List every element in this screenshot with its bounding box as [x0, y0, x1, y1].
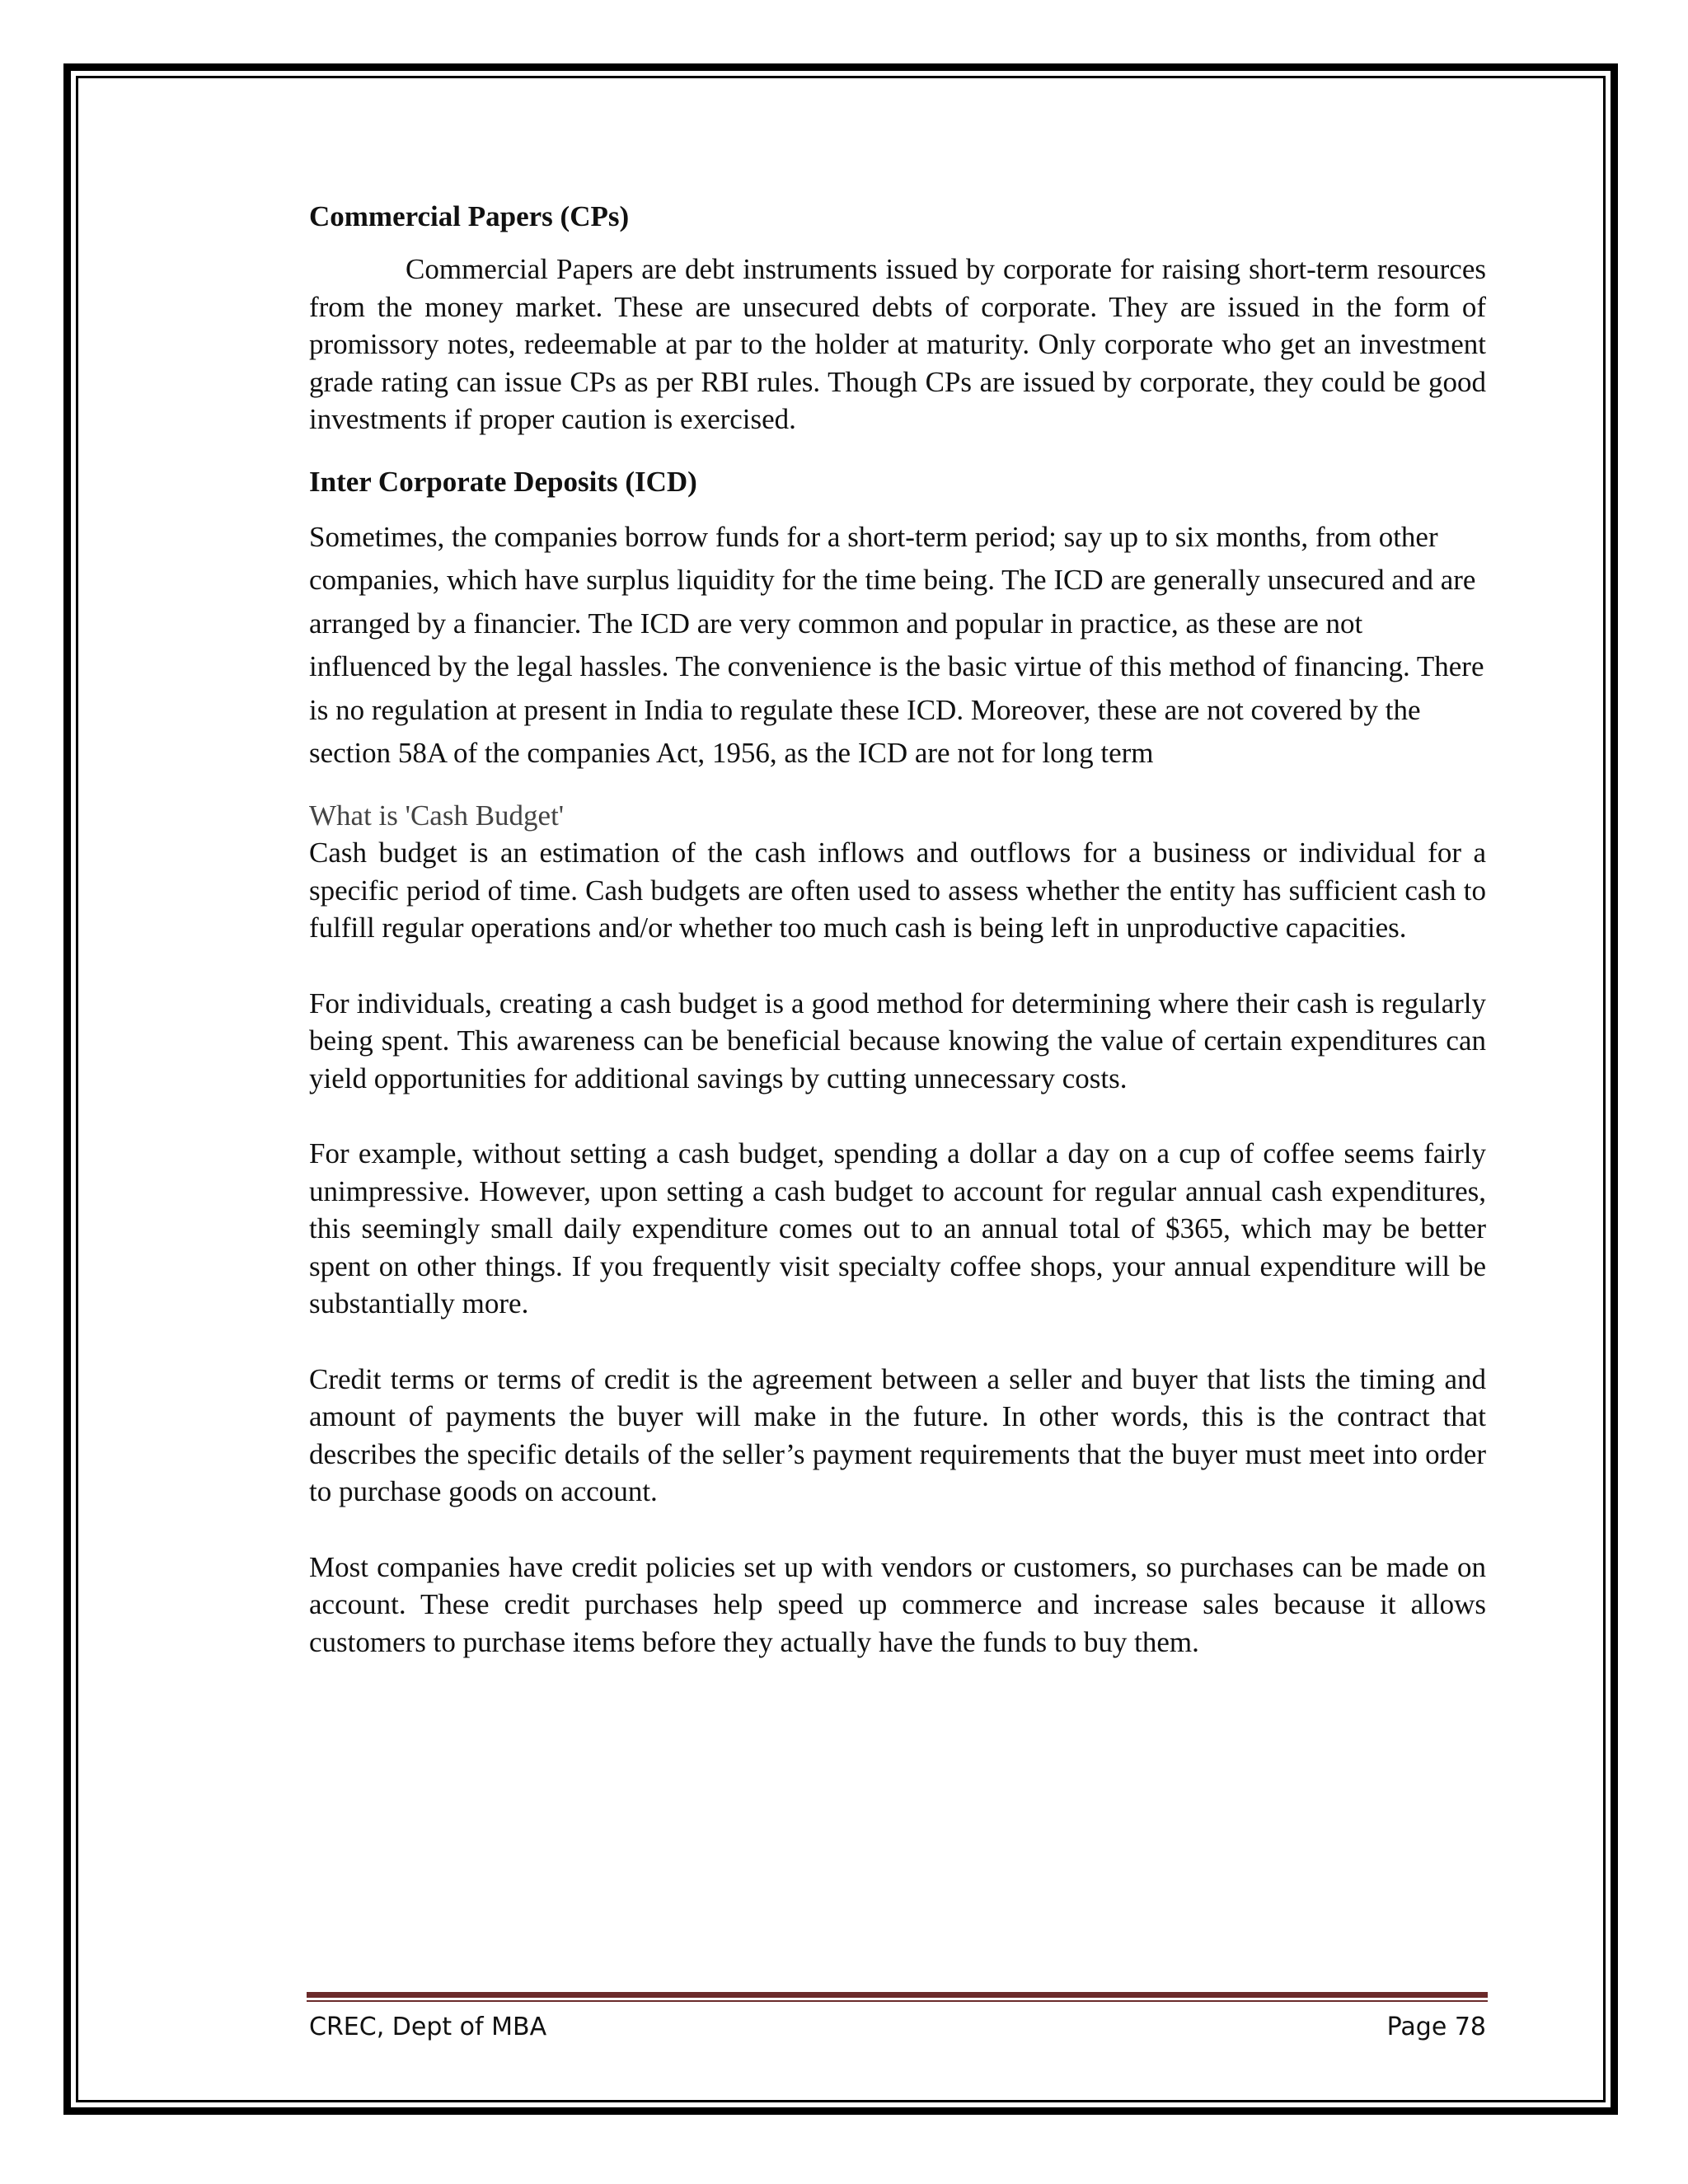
icd-heading: Inter Corporate Deposits (ICD) — [309, 465, 697, 498]
cash-budget-subheading: What is 'Cash Budget' — [309, 799, 565, 832]
icd-paragraph: Sometimes, the companies borrow funds for a short-term period; say up to six months, from other companies, which have surplus liquidity for the time being. The ICD are generally unsecured and are arranged by a financier. The ICD are very common and popular in practice, as these are not influenced by the legal hassles. The convenience is the basic virtue of this method of financing. There is no regulation at present in India to regulate these ICD. Moreover, these are not covered by the section 58A of the companies Act, 1956, as the ICD are not for long term — [309, 520, 1484, 769]
page-content — [309, 198, 1486, 1661]
footer-rule-thin — [307, 2000, 1488, 2002]
credit-policies-paragraph: Most companies have credit policies set up with vendors or customers, so purchases can be made on account. These credit purchases help speed up commerce and increase sales because it allows customers to purchase items before they actually have the funds to buy them. — [309, 1550, 1486, 1658]
cash-budget-paragraph: Cash budget is an estimation of the cash inflows and outflows for a business or individual for a specific period of time. Cash budgets are often used to assess whether the entity has sufficient cash to fulfill regular operations and/or whether too much cash is being left in unproductive capacities. — [309, 837, 1486, 944]
coffee-example-paragraph: For example, without setting a cash budget, spending a dollar a day on a cup of coffee seems fairly unimpressive. However, upon setting a cash budget to account for regular annual cash expenditures, this seemingly small daily expenditure comes out to an annual total of $365, which may be better spent on other things. If you frequently visit specialty coffee shops, your annual expenditure will be substantially more. — [309, 1137, 1486, 1319]
individuals-paragraph: For individuals, creating a cash budget is a good method for determining where their cash is regularly being spent. This awareness can be beneficial because knowing the value of certain expenditures can yield opportunities for additional savings by cutting unnecessary costs. — [309, 987, 1486, 1094]
footer-page-number: Page 78 — [1386, 2013, 1486, 2041]
cp-heading: Commercial Papers (CPs) — [309, 200, 630, 232]
footer-rule-thick — [307, 1992, 1488, 1998]
credit-terms-paragraph: Credit terms or terms of credit is the agreement between a seller and buyer that lists the timing and amount of payments the buyer will make in the future. In other words, this is the contract that describes the specific details of the seller’s payment requirements that the buyer must meet into order to purchase goods on account. — [309, 1362, 1486, 1507]
footer-department: CREC, Dept of MBA — [309, 2013, 547, 2041]
cp-paragraph: Commercial Papers are debt instruments issued by corporate for raising short-term resources from the money market. These are unsecured debts of corporate. They are issued in the form of promissory notes, redeemable at par to the holder at maturity. Only corporate who get an investment grade rating can issue CPs as per RBI rules. Though CPs are issued by corporate, they could be good investments if proper caution is exercised. — [309, 253, 1486, 435]
